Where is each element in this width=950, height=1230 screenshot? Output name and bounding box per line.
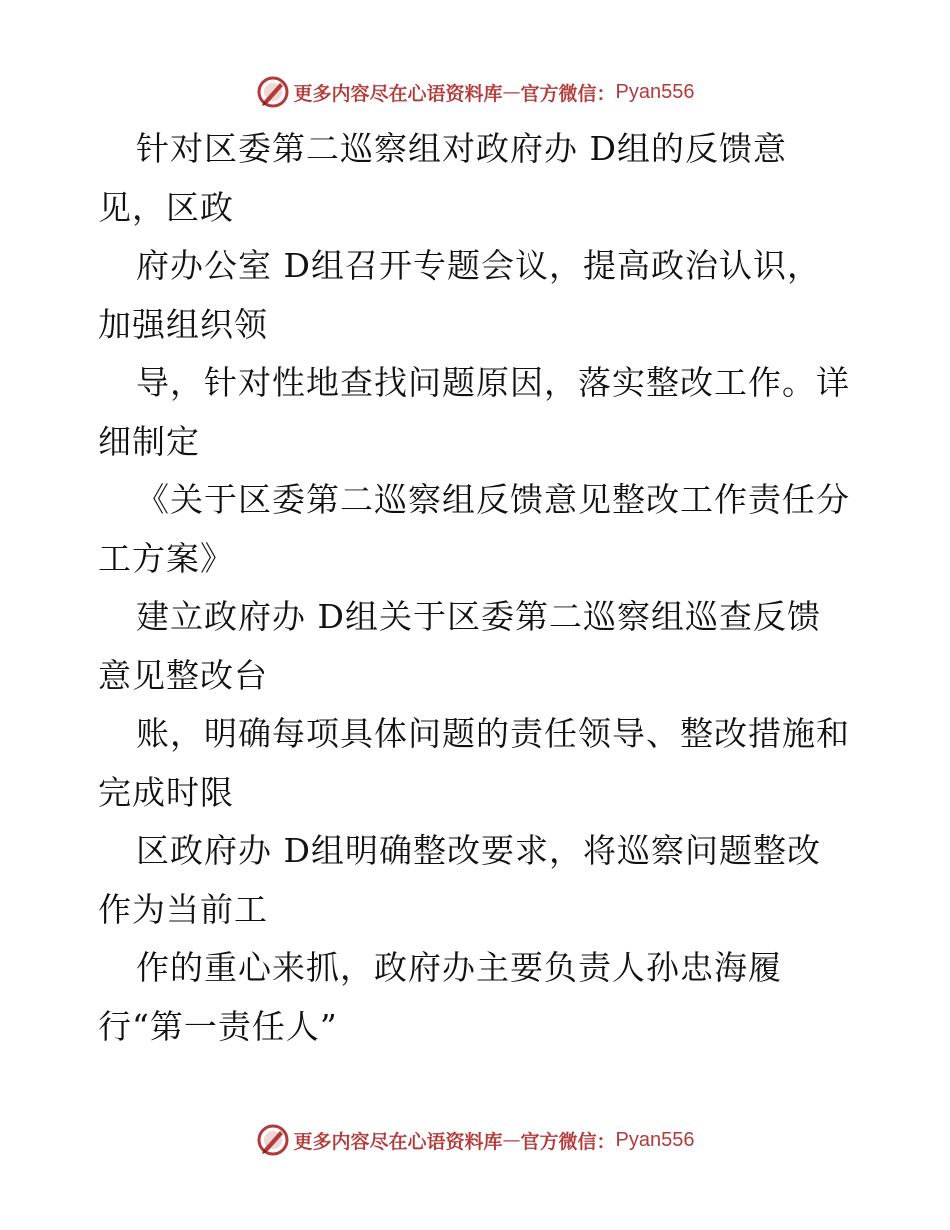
paragraph-first-line: 区政府办 D组明确整改要求，将巡察问题整改 [136, 831, 821, 870]
brush-logo-icon [256, 1123, 290, 1157]
paragraph [0, 705, 950, 822]
paragraph-continuation-line: 作为当前工 [98, 889, 268, 929]
paragraph [0, 354, 950, 471]
paragraph-continuation-line: 完成时限 [98, 772, 234, 812]
watermark-separator: — [502, 1129, 521, 1151]
footer-watermark [0, 1120, 950, 1160]
paragraph-first-line: 《关于区委第二巡察组反馈意见整改工作责任分 [136, 480, 850, 519]
watermark-id: Pyan556 [615, 80, 695, 103]
paragraph [0, 588, 950, 705]
paragraph-continuation-line: 见，区政 [98, 187, 234, 227]
header-watermark [0, 72, 950, 112]
watermark-label: 官方微信： [520, 1130, 616, 1153]
paragraph-first-line: 府办公室 D组召开专题会议，提高政治认识， [136, 246, 821, 285]
document-body [0, 120, 950, 1056]
watermark-text: 更多内容尽在心语资料库 [293, 82, 503, 105]
paragraph-continuation-line: 工方案》 [98, 538, 234, 578]
watermark-separator: — [502, 81, 521, 103]
paragraph-continuation-line: 行“第一责任人” [98, 1006, 338, 1046]
paragraph-first-line: 作的重心来抓，政府办主要负责人孙忠海履 [136, 948, 782, 987]
watermark-text: 更多内容尽在心语资料库 [293, 1130, 503, 1153]
paragraph [0, 822, 950, 939]
paragraph-first-line: 账，明确每项具体问题的责任领导、整改措施和 [136, 714, 850, 753]
paragraph-first-line: 建立政府办 D组关于区委第二巡察组巡查反馈 [136, 597, 821, 636]
paragraph-first-line: 导，针对性地查找问题原因，落实整改工作。详 [136, 363, 850, 402]
paragraph [0, 237, 950, 354]
paragraph-continuation-line: 细制定 [98, 421, 200, 461]
brush-logo-icon [256, 75, 290, 109]
paragraph-continuation-line: 加强组织领 [98, 304, 268, 344]
paragraph [0, 471, 950, 588]
paragraph [0, 939, 950, 1056]
paragraph-continuation-line: 意见整改台 [98, 655, 268, 695]
watermark-id: Pyan556 [615, 1128, 695, 1151]
paragraph-first-line: 针对区委第二巡察组对政府办 D组的反馈意 [136, 129, 787, 168]
watermark-label: 官方微信： [520, 82, 616, 105]
paragraph [0, 120, 950, 237]
